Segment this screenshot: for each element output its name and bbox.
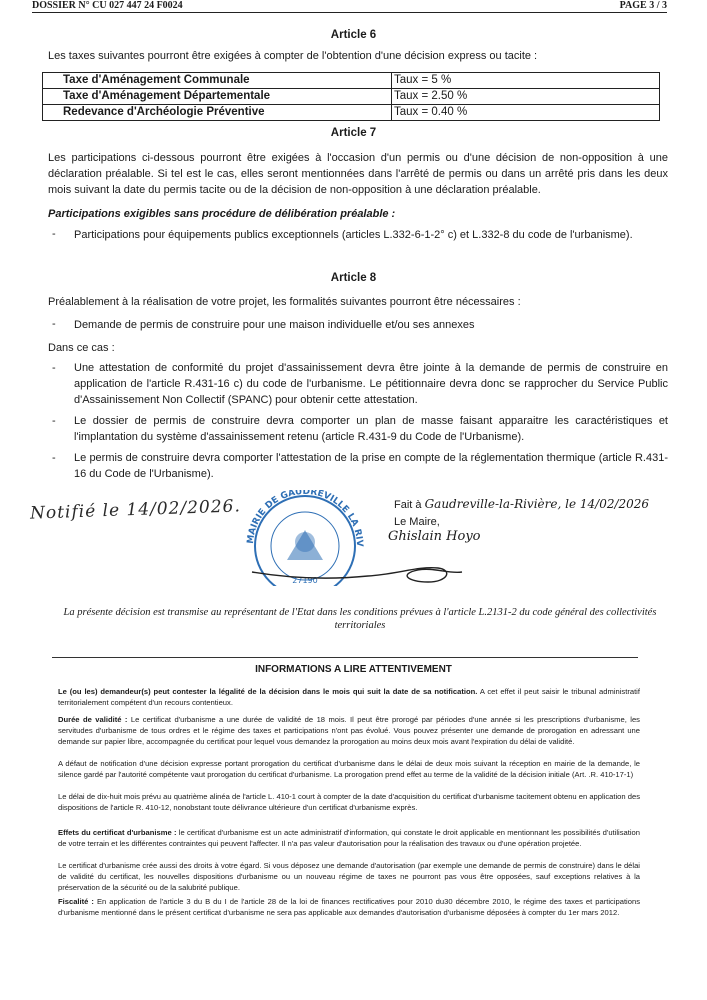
table-row — [43, 73, 660, 89]
article-8-main-bullet: Demande de permis de construire pour une maison individuelle et/ou ses annexes — [74, 319, 475, 331]
bullet-dash: - — [52, 362, 56, 374]
tax-rate: Taux = 2.50 % — [392, 89, 660, 105]
table-row — [43, 105, 660, 121]
duree-label: Durée de validité : — [58, 715, 128, 724]
info-defaut: A défaut de notification d'une décision expresse portant prorogation du certificat d'urbanisme dans le délai de deux mois suivant la réception en mairie de la demande, le silence gardé par l'autorité compétente vaut prorogation du certificat d'urbanisme. La prorogation prend effet au terme de la validité de la décision initiale (Art. .R. 410-17-1) — [58, 759, 640, 779]
notification-handwritten: Notifié le 14/02/2026. — [29, 496, 242, 524]
fiscalite-label: Fiscalité : — [58, 897, 94, 906]
bullet-dash: - — [52, 228, 56, 240]
article-7-intro: Les participations ci-dessous pourront être exigées à l'occasion d'un permis ou d'une décision de non-opposition à une déclaration préalable. Si tel est le cas, elles seront mentionnées dans l'arrêté de permis ou dans un arrêté pris dans les deux mois suivant la date du permis tacite ou de la décision de non-opposition à une déclaration préalable. — [48, 152, 668, 196]
info-effets — [58, 827, 640, 849]
participations-bullet: Participations pour équipements publics exceptionnels (articles L.332-6-1-2° c) et L.332-8 du code de l'urbanisme). — [74, 229, 633, 241]
stamp-postal: 27190 — [292, 576, 318, 585]
duree-text: Le certificat d'urbanisme a une durée de validité de 18 mois. Il peut être prorogé par périodes d'une année si les prescriptions d'urbanisme, les servitudes d'urbanisme de tous ordres et le régime des taxes et participations n'ont pas évolué. Vous pouvez présenter une demande de prorogation en adressant une demande sur papier libre, accompagnée du certificat pour lequel vous demandez la prorogation au moins deux mois avant l'expiration du délai de validité. — [58, 715, 640, 746]
article-6-title: Article 6 — [330, 29, 377, 41]
page-number: PAGE 3 / 3 — [619, 0, 667, 11]
article-8-title: Article 8 — [330, 272, 377, 284]
dans-ce-cas: Dans ce cas : — [48, 342, 115, 354]
stamp-text: MAIRIE DE GAUDREVILLE LA RIV — [245, 490, 365, 548]
fait-a-place: Gaudreville-la-Rivière, le 14/02/2026 — [424, 497, 650, 511]
info-delai: Le délai de dix-huit mois prévu au quatrième alinéa de l'article L. 410-1 court à compter de la date d'acquisition du certificat d'urbanisme tacitement obtenu en application des dispositions de l'article R. 410-12, nonobstant toute délivrance ultérieure d'un certificat d'urbanisme exprès. — [58, 792, 640, 812]
fiscalite-text: En application de l'article 3 du B du I de l'article 28 de la loi de finances rectificatives pour 2010 du30 décembre 2010, le régime des taxes et participations d'urbanisme mentionné dans le présent certificat d'urbanisme ne sera pas applicable aux demandes d'autorisation d'urbanisme déposées à compter du 1er mars 2012. — [58, 897, 640, 917]
article-7-title: Article 7 — [330, 127, 377, 139]
tax-name: Redevance d'Archéologie Préventive — [43, 105, 392, 121]
tax-rate: Taux = 0.40 % — [392, 105, 660, 121]
signature-block — [394, 496, 649, 531]
contest-rest: A cet effet il peut saisir le tribunal administratif territorialement compétent d'un recours contentieux. — [58, 687, 640, 707]
dossier-number: DOSSIER N° CU 027 447 24 F0024 — [32, 0, 183, 11]
bullet-dash: - — [52, 452, 56, 464]
contest-bold: Le (ou les) demandeur(s) peut contester la légalité de la décision dans le mois qui suit la date de sa notification. — [58, 687, 478, 696]
formality-bullet: Le dossier de permis de construire devra comporter un plan de masse faisant apparaitre les caractéristiques et l'implantation du système d'assainissement retenu (article R.431-9 du Code de l'Urbanisme). — [74, 415, 668, 443]
effets-label: Effets du certificat d'urbanisme : — [58, 828, 177, 837]
formality-bullet: Le permis de construire devra comporter l'attestation de la prise en compte de la réglementation thermique (article R.431-16 du Code de l'Urbanisme). — [74, 452, 668, 480]
participations-subheading: Participations exigibles sans procédure de délibération préalable : — [48, 208, 396, 220]
bullet-dash: - — [52, 318, 56, 330]
signature-scribble — [248, 552, 468, 593]
fait-a-label: Fait à — [394, 499, 422, 511]
tax-name: Taxe d'Aménagement Départementale — [43, 89, 392, 105]
article-8-intro: Préalablement à la réalisation de votre projet, les formalités suivantes pourront être nécessaires : — [48, 296, 521, 308]
info-contest — [58, 686, 640, 708]
header-rule — [32, 12, 667, 13]
mayor-name: Ghislain Hoyo — [388, 529, 481, 544]
maire-label: Le Maire, — [394, 516, 440, 528]
tax-name: Taxe d'Aménagement Communale — [43, 73, 392, 89]
info-fiscalite — [58, 896, 640, 918]
info-duree — [58, 714, 640, 747]
article-6-intro: Les taxes suivantes pourront être exigées à compter de l'obtention d'une décision express ou tacite : — [48, 50, 538, 62]
tax-rate: Taux = 5 % — [392, 73, 660, 89]
table-row — [43, 89, 660, 105]
formality-bullet: Une attestation de conformité du projet d'assainissement devra être jointe à la demande de permis de construire en application de l'article R.431-16 c) du code de l'urbanisme. Le pétitionnaire devra donc se rapprocher du Service Public d'Assainissement Non Collectif (SPANC) pour obtenir cette attestation. — [74, 362, 668, 406]
informations-separator — [52, 657, 638, 658]
transmission-note: La présente décision est transmise au représentant de l'Etat dans les conditions prévues à l'article L.2131-2 du code général des collectivités territoriales — [63, 607, 657, 631]
info-droits: Le certificat d'urbanisme crée aussi des droits à votre égard. Si vous déposez une demande d'autorisation (par exemple une demande de permis de construire) dans le délai de validité du certificat, les nouvelles dispositions d'urbanisme ou un nouveau régime de taxes ne pourront pas vous être opposées, sauf exceptions relatives à la préservation de la sécurité ou de la salubrité publique. — [58, 861, 640, 892]
effets-text: le certificat d'urbanisme est un acte administratif d'information, qui constate le droit applicable en mentionnant les possibilités d'utilisation de votre terrain et les différentes contraintes qui peuvent l'affecter. Il n'a pas valeur d'autorisation pour la réalisation des travaux ou d'une opération projetée. — [58, 828, 640, 848]
taxes-table — [42, 72, 660, 121]
informations-title: INFORMATIONS A LIRE ATTENTIVEMENT — [255, 664, 452, 675]
bullet-dash: - — [52, 415, 56, 427]
fait-a-line — [394, 496, 649, 514]
